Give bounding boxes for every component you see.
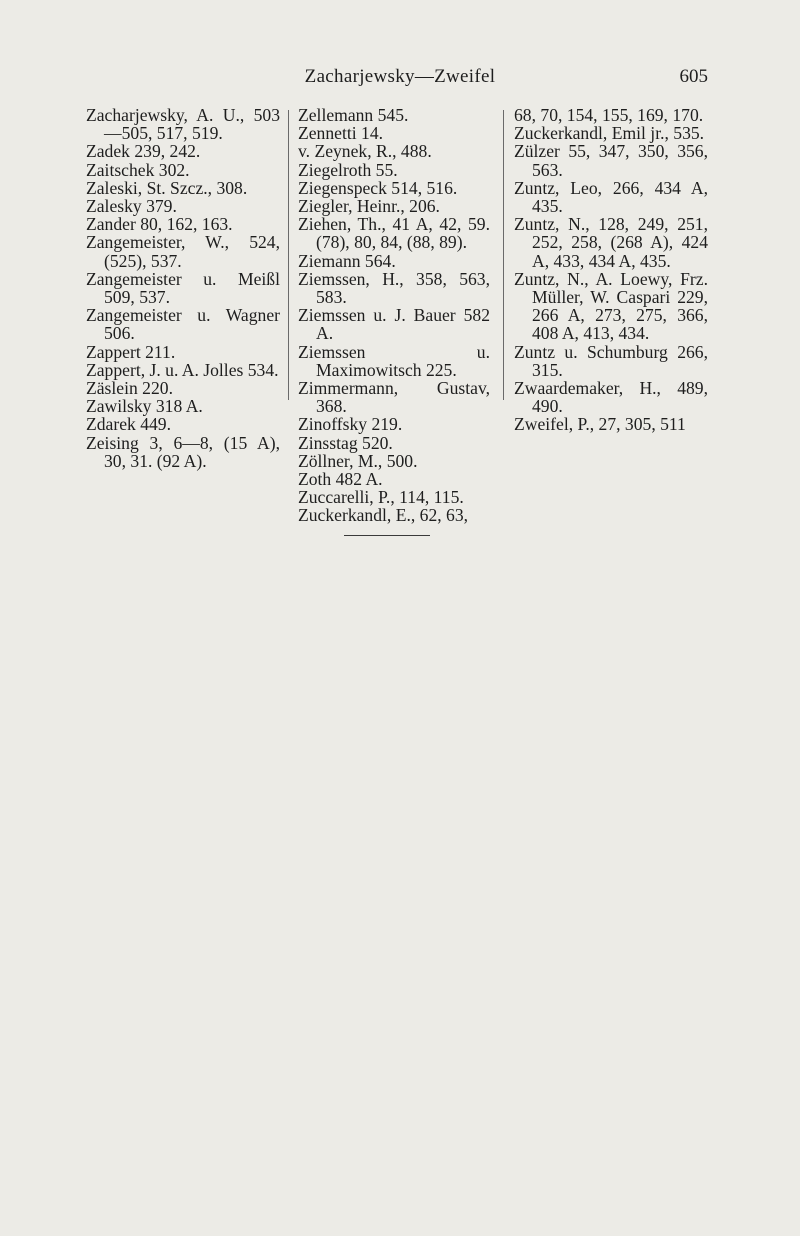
index-entry: Zaitschek 302. bbox=[86, 159, 190, 180]
index-entry: Ziemann 564. bbox=[298, 250, 396, 271]
index-entry: Zawilsky 318 A. bbox=[86, 396, 203, 417]
running-head bbox=[0, 66, 800, 90]
index-entry: Zdarek 449. bbox=[86, 414, 172, 435]
index-entry: Zuckerkandl, Emil jr., 535. bbox=[514, 123, 705, 144]
page-number: 605 bbox=[679, 66, 708, 87]
index-column-3 bbox=[514, 106, 708, 434]
index-entry: Zappert, J. u. A. Jolles 534. bbox=[86, 359, 279, 380]
index-column-1 bbox=[86, 106, 280, 470]
index-entry: Zadek 239, 242. bbox=[86, 141, 201, 162]
index-entry: Zuntz, N., A. Loewy, Frz. Müller, W. Caspari 229, 266 A, 273, 275, 366, 408 A, 413, 434. bbox=[514, 268, 708, 344]
index-entry: Zinsstag 520. bbox=[298, 432, 393, 453]
index-entry: Zalesky 379. bbox=[86, 196, 177, 217]
end-rule bbox=[344, 535, 430, 536]
index-columns bbox=[86, 105, 708, 526]
index-entry: Ziemssen, H., 358, 563, 583. bbox=[298, 268, 490, 308]
column-divider bbox=[503, 110, 504, 400]
index-entry: Ziegenspeck 514, 516. bbox=[298, 177, 458, 198]
index-entry: Zinoffsky 219. bbox=[298, 414, 403, 435]
index-entry: Zäslein 220. bbox=[86, 378, 173, 399]
index-entry: Zimmermann, Gustav, 368. bbox=[298, 378, 490, 417]
index-entry: 68, 70, 154, 155, 169, 170. bbox=[514, 105, 704, 125]
index-entry: Ziemssen u. Maximowitsch 225. bbox=[298, 341, 490, 380]
index-entry: Zuntz, Leo, 266, 434 A, 435. bbox=[514, 177, 708, 217]
index-column-2 bbox=[298, 106, 490, 525]
index-entry: Zellemann 545. bbox=[298, 105, 409, 125]
index-entry: Zennetti 14. bbox=[298, 123, 384, 144]
index-entry: Zöllner, M., 500. bbox=[298, 450, 418, 471]
index-entry: Zangemeister, W., 524, (525), 537. bbox=[86, 232, 280, 271]
index-entry: v. Zeynek, R., 488. bbox=[298, 141, 432, 162]
index-entry: Zeising 3, 6—8, (15 A), 30, 31. (92 A). bbox=[86, 432, 280, 471]
index-entry: Zander 80, 162, 163. bbox=[86, 214, 233, 235]
index-entry: Ziemssen u. J. Bauer 582 A. bbox=[298, 305, 490, 344]
index-entry: Zangemeister u. Meißl 509, 537. bbox=[86, 268, 280, 308]
index-entry: Zuntz, N., 128, 249, 251, 252, 258, (268 A), 424 A, 433, 434 A, 435. bbox=[514, 214, 708, 271]
index-entry: Ziegler, Heinr., 206. bbox=[298, 196, 440, 217]
index-entry: Zangemeister u. Wagner 506. bbox=[86, 305, 280, 344]
index-entry: Zuntz u. Schumburg 266, 315. bbox=[514, 341, 708, 380]
index-entry: Zwaardemaker, H., 489, 490. bbox=[514, 378, 708, 417]
index-entry: Zuckerkandl, E., 62, 63, bbox=[298, 505, 469, 526]
index-entry: Zweifel, P., 27, 305, 511 bbox=[514, 414, 686, 435]
index-entry: Zacharjewsky, A. U., 503 —505, 517, 519. bbox=[86, 105, 280, 144]
index-entry: Ziehen, Th., 41 A, 42, 59. (78), 80, 84, (88, 89). bbox=[298, 214, 490, 253]
index-entry: Zoth 482 A. bbox=[298, 469, 383, 490]
column-divider bbox=[288, 110, 289, 400]
index-entry: Zülzer 55, 347, 350, 356, 563. bbox=[514, 141, 708, 180]
index-entry: Zappert 211. bbox=[86, 341, 176, 362]
running-head-title: Zacharjewsky—Zweifel bbox=[304, 66, 496, 87]
index-entry: Zuccarelli, P., 114, 115. bbox=[298, 487, 464, 508]
index-entry: Zaleski, St. Szcz., 308. bbox=[86, 177, 248, 198]
index-entry: Ziegelroth 55. bbox=[298, 159, 398, 180]
